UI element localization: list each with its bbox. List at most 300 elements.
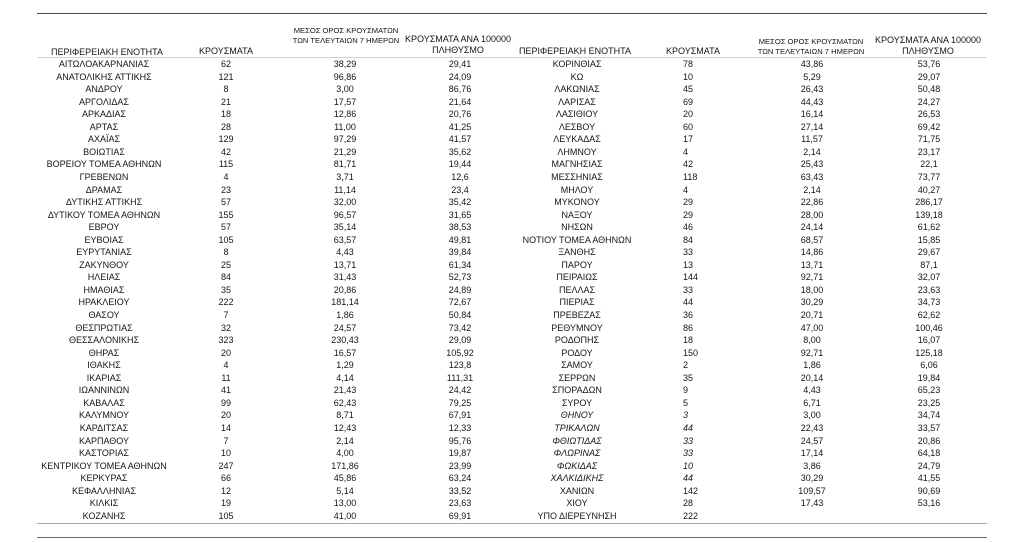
cases-cell: 4 [223, 360, 229, 371]
right-header-region: ΠΕΡΙΦΕΡΕΙΑΚΗ ΕΝΟΤΗΤΑ [518, 46, 632, 56]
table-row [0, 221, 1024, 234]
cases-cell: 20 [220, 410, 231, 421]
per100k-cell: 24,42 [448, 385, 472, 396]
per100k-cell: 29,41 [448, 59, 472, 69]
cases-cell: 44 [683, 473, 694, 484]
region-cell: ΧΑΝΙΩΝ [559, 485, 595, 496]
cases-cell: 150 [683, 347, 699, 358]
mean7-cell: 3,00 [336, 84, 354, 95]
per100k-cell: 139,18 [915, 209, 943, 220]
per100k-cell: 23,63 [917, 284, 941, 295]
right-header-cases: ΚΡΟΥΣΜΑΤΑ [666, 46, 720, 56]
cases-cell: 28 [683, 498, 694, 509]
cases-cell: 4 [223, 171, 229, 182]
right-table-body [0, 58, 1024, 523]
left-header-per100k-line2: ΠΛΗΘΥΣΜΟ [432, 45, 484, 55]
per100k-cell: 125,18 [915, 347, 943, 358]
per100k-cell: 41,55 [917, 473, 941, 484]
region-cell: ΠΑΡΟΥ [561, 259, 593, 270]
cases-cell: 21 [220, 96, 231, 107]
per100k-cell: 79,25 [448, 397, 472, 408]
cases-cell: 33 [683, 247, 694, 258]
cases-cell: 23 [220, 184, 231, 195]
mean7-cell: 38,29 [333, 59, 357, 69]
per100k-cell: 12,6 [451, 171, 469, 182]
cases-cell: 222 [218, 297, 234, 308]
per100k-cell: 41,57 [448, 134, 472, 145]
mean7-cell: 26,43 [800, 84, 824, 95]
per100k-cell: 90,69 [917, 485, 941, 496]
per100k-cell: 72,67 [448, 297, 472, 308]
region-cell: ΠΕΙΡΑΙΩΣ [556, 272, 598, 283]
per100k-cell: 19,44 [448, 159, 472, 170]
mean7-cell: 18,00 [800, 284, 824, 295]
cases-cell: 155 [218, 209, 234, 220]
region-cell: ΑΡΤΑΣ [89, 121, 119, 132]
cases-cell: 41 [220, 385, 231, 396]
mean7-cell: 2,14 [803, 184, 821, 195]
per100k-cell: 111,31 [446, 372, 474, 383]
mean7-cell: 4,43 [336, 247, 354, 258]
bottom-rule [37, 537, 987, 538]
mean7-cell: 45,86 [333, 473, 357, 484]
region-cell: ΔΥΤΙΚΟΥ ΤΟΜΕΑ ΑΘΗΝΩΝ [47, 209, 161, 220]
region-cell: ΚΕΦΑΛΛΗΝΙΑΣ [71, 485, 137, 496]
region-cell: ΛΑΣΙΘΙΟΥ [555, 109, 599, 120]
region-cell: ΛΕΥΚΑΔΑΣ [553, 134, 601, 145]
mean7-cell: 181,14 [331, 297, 359, 308]
per100k-cell: 52,73 [448, 272, 472, 283]
table-row [0, 133, 1024, 146]
table-row [0, 259, 1024, 272]
mean7-cell: 11,00 [334, 121, 356, 132]
per100k-cell: 29,67 [917, 247, 941, 258]
region-cell: ΚΑΣΤΟΡΙΑΣ [79, 448, 129, 459]
mean7-cell: 81,71 [333, 159, 357, 170]
region-cell: ΛΕΣΒΟΥ [558, 121, 596, 132]
per100k-cell: 6,06 [920, 360, 938, 371]
mean7-cell: 8,71 [336, 410, 354, 421]
region-cell: ΧΑΛΚΙΔΙΚΗΣ [550, 473, 604, 484]
mean7-cell: 2,14 [336, 435, 354, 446]
region-cell: ΠΡΕΒΕΖΑΣ [553, 310, 601, 320]
left-header-cases: ΚΡΟΥΣΜΑΤΑ [199, 46, 253, 56]
region-cell: ΘΗΡΑΣ [88, 347, 120, 358]
per100k-cell: 69,91 [448, 510, 472, 521]
cases-cell: 42 [683, 159, 694, 170]
per100k-cell: 41,25 [448, 121, 472, 132]
per100k-cell: 23,63 [448, 498, 472, 509]
mean7-cell: 4,14 [336, 372, 354, 383]
left-header-per100k-line1: ΚΡΟΥΣΜΑΤΑ ΑΝΑ 100000 [405, 34, 511, 44]
table-row [0, 372, 1024, 385]
cases-cell: 29 [683, 197, 694, 208]
per100k-cell: 23,99 [448, 460, 472, 471]
per100k-cell: 49,81 [448, 234, 472, 245]
region-cell: ΣΕΡΡΩΝ [558, 372, 596, 383]
cases-cell: 8 [223, 247, 229, 258]
region-cell: ΕΒΡΟΥ [88, 222, 120, 233]
table-row [0, 472, 1024, 485]
table-row [0, 435, 1024, 448]
region-cell: ΓΡΕΒΕΝΩΝ [79, 171, 129, 182]
mean7-cell [767, 510, 857, 523]
cases-cell: 66 [220, 473, 231, 484]
mean7-cell: 3,86 [803, 460, 821, 471]
per100k-cell: 69,42 [917, 121, 941, 132]
per100k-cell: 100,46 [915, 322, 943, 333]
region-cell: ΛΗΜΝΟΥ [557, 146, 597, 157]
cases-cell: 18 [220, 109, 231, 120]
cases-cell: 7 [223, 435, 229, 446]
cases-cell: 4 [683, 184, 689, 195]
mean7-cell: 96,86 [333, 71, 357, 82]
table-row [0, 108, 1024, 121]
mean7-cell: 63,43 [800, 171, 824, 182]
mean7-cell: 11,57 [801, 134, 823, 145]
region-cell: ΚΑΛΥΜΝΟΥ [78, 410, 130, 421]
region-cell: ΗΛΕΙΑΣ [87, 272, 121, 283]
region-cell: ΤΡΙΚΑΛΩΝ [554, 422, 600, 433]
region-cell: ΚΕΝΤΡΙΚΟΥ ΤΟΜΕΑ ΑΘΗΝΩΝ [41, 460, 167, 471]
cases-cell: 144 [683, 272, 699, 283]
cases-cell: 20 [220, 347, 231, 358]
per100k-cell: 123,8 [448, 360, 472, 371]
right-header-per100k-line2: ΠΛΗΘΥΣΜΟ [902, 46, 954, 56]
cases-cell: 8 [223, 84, 229, 95]
cases-cell: 19 [220, 498, 231, 509]
cases-cell: 28 [220, 121, 231, 132]
mean7-cell: 13,71 [333, 259, 357, 270]
region-cell: ΚΕΡΚΥΡΑΣ [80, 473, 128, 484]
per100k-cell: 24,79 [917, 460, 941, 471]
per100k-cell: 23,25 [917, 397, 941, 408]
cases-cell: 35 [683, 372, 694, 383]
region-cell: ΝΗΣΩΝ [561, 222, 593, 233]
per100k-cell: 39,84 [448, 247, 472, 258]
table-row [0, 271, 1024, 284]
right-header-per100k-line1: ΚΡΟΥΣΜΑΤΑ ΑΝΑ 100000 [875, 35, 981, 45]
per100k-cell: 15,85 [917, 234, 941, 245]
cases-cell: 33 [683, 284, 694, 295]
per100k-cell: 23,17 [917, 146, 941, 157]
cases-cell: 13 [683, 259, 694, 270]
cases-cell: 42 [220, 146, 231, 157]
left-header-mean7-line2: ΤΩΝ ΤΕΛΕΥΤΑΙΩΝ 7 ΗΜΕΡΩΝ [292, 36, 400, 45]
cases-cell: 115 [218, 159, 234, 170]
per100k-cell: 62,62 [917, 310, 941, 320]
region-cell: ΚΟΖΑΝΗΣ [82, 510, 126, 521]
per100k-cell: 23,4 [451, 184, 469, 195]
region-cell: ΒΟΙΩΤΙΑΣ [83, 146, 125, 157]
per100k-cell: 20,86 [917, 435, 941, 446]
mean7-cell: 5,14 [336, 485, 354, 496]
region-cell: ΜΥΚΟΝΟΥ [554, 197, 600, 208]
mean7-cell: 43,86 [800, 59, 824, 69]
mean7-cell: 27,14 [800, 121, 824, 132]
cases-cell: 84 [683, 234, 694, 245]
region-cell: ΦΩΚΙΔΑΣ [556, 460, 598, 471]
table-row [0, 309, 1024, 322]
cases-cell: 105 [218, 234, 234, 245]
per100k-cell: 35,42 [448, 197, 472, 208]
cases-cell: 57 [220, 197, 231, 208]
per100k-cell: 65,23 [917, 385, 941, 396]
mean7-cell: 25,43 [800, 159, 824, 170]
region-cell: ΙΩΑΝΝΙΝΩΝ [78, 385, 130, 396]
table-row [0, 234, 1024, 247]
region-cell: ΛΑΚΩΝΙΑΣ [554, 84, 600, 95]
mean7-cell: 4,00 [336, 448, 354, 459]
region-cell: ΚΟΡΙΝΘΙΑΣ [552, 59, 602, 69]
mean7-cell: 17,57 [333, 96, 357, 107]
cases-cell: 62 [220, 59, 231, 69]
table-row [0, 447, 1024, 460]
per100k-cell: 24,27 [917, 96, 941, 107]
region-cell: ΥΠΟ ΔΙΕΡΕΥΝΗΣΗ [537, 510, 617, 521]
table-row [0, 184, 1024, 197]
mean7-cell: 16,57 [333, 347, 357, 358]
table-row [0, 296, 1024, 309]
table-row [0, 284, 1024, 297]
cases-cell: 12 [220, 485, 231, 496]
cases-cell: 69 [683, 96, 694, 107]
cases-cell: 3 [683, 410, 689, 421]
region-cell: ΙΚΑΡΙΑΣ [86, 372, 122, 383]
region-cell: ΚΙΛΚΙΣ [89, 498, 119, 509]
mean7-cell: 21,29 [333, 146, 357, 157]
region-cell: ΞΑΝΘΗΣ [558, 247, 596, 258]
per100k-cell: 32,07 [917, 272, 941, 283]
mean7-cell: 96,57 [333, 209, 357, 220]
per100k-cell: 67,91 [448, 410, 472, 421]
per100k-cell: 29,07 [917, 71, 941, 82]
table-row [0, 209, 1024, 222]
per100k-cell: 87,1 [920, 259, 938, 270]
per100k-cell: 33,57 [917, 422, 941, 433]
mean7-cell: 30,29 [800, 473, 824, 484]
mean7-cell: 22,43 [800, 422, 824, 433]
cases-cell: 60 [683, 121, 694, 132]
mean7-cell: 47,00 [800, 322, 824, 333]
mean7-cell: 3,71 [336, 171, 354, 182]
cases-cell: 142 [683, 485, 699, 496]
per100k-cell: 20,76 [448, 109, 472, 120]
table-row [0, 422, 1024, 435]
per100k-cell: 73,42 [448, 322, 472, 333]
cases-cell: 78 [683, 59, 694, 69]
region-cell: ΦΛΩΡΙΝΑΣ [553, 448, 601, 459]
cases-cell: 20 [683, 109, 694, 120]
region-cell: ΘΑΣΟΥ [88, 310, 120, 320]
cases-cell: 9 [683, 385, 689, 396]
mean7-cell: 31,43 [333, 272, 357, 283]
region-cell: ΧΙΟΥ [566, 498, 588, 509]
region-cell: ΑΡΓΟΛΙΔΑΣ [79, 96, 129, 107]
per100k-cell: 24,09 [448, 71, 472, 82]
table-row [0, 58, 1024, 71]
cases-cell: 7 [223, 310, 229, 320]
mean7-cell: 20,71 [800, 310, 824, 320]
table-row [0, 246, 1024, 259]
cases-cell: 129 [218, 134, 234, 145]
mean7-cell: 171,86 [331, 460, 359, 471]
region-cell: ΑΡΚΑΔΙΑΣ [81, 109, 127, 120]
per100k-cell: 61,34 [448, 259, 472, 270]
per100k-cell: 22,1 [920, 159, 938, 170]
cases-cell: 99 [220, 397, 231, 408]
region-cell: ΑΧΑΪΑΣ [87, 134, 121, 145]
cases-cell: 44 [683, 422, 694, 433]
table-row [0, 510, 1024, 523]
mean7-cell: 13,71 [800, 259, 824, 270]
region-cell: ΒΟΡΕΙΟΥ ΤΟΜΕΑ ΑΘΗΝΩΝ [46, 159, 162, 170]
cases-cell: 29 [683, 209, 694, 220]
mean7-cell: 24,57 [800, 435, 824, 446]
mean7-cell: 62,43 [333, 397, 357, 408]
region-cell: ΖΑΚΥΝΘΟΥ [79, 259, 129, 270]
per100k-cell: 29,09 [448, 335, 472, 346]
region-cell: ΣΠΟΡΑΔΩΝ [552, 385, 602, 396]
per100k-cell [884, 510, 974, 523]
region-cell: ΡΟΔΟΥ [561, 347, 593, 358]
table-row [0, 146, 1024, 159]
mean7-cell: 92,71 [800, 272, 824, 283]
mean7-cell: 35,14 [333, 222, 357, 233]
cases-cell: 10 [683, 460, 694, 471]
cases-cell: 45 [683, 84, 694, 95]
cases-cell: 18 [683, 335, 694, 346]
table-row [0, 158, 1024, 171]
per100k-cell: 86,76 [448, 84, 472, 95]
cases-cell: 46 [683, 222, 694, 233]
mean7-cell: 20,86 [333, 284, 357, 295]
table-row [0, 171, 1024, 184]
cases-cell: 323 [218, 335, 234, 346]
table-row [0, 322, 1024, 335]
region-cell: ΑΙΤΩΛΟΑΚΑΡΝΑΝΙΑΣ [58, 59, 150, 69]
region-cell: ΗΜΑΘΙΑΣ [83, 284, 125, 295]
table-row [0, 71, 1024, 84]
region-cell: ΜΑΓΝΗΣΙΑΣ [551, 159, 603, 170]
mean7-cell: 63,57 [333, 234, 357, 245]
per100k-cell: 71,75 [917, 134, 941, 145]
region-cell: ΝΟΤΙΟΥ ΤΟΜΕΑ ΑΘΗΝΩΝ [522, 234, 632, 245]
cases-cell: 10 [220, 448, 231, 459]
table-row [0, 409, 1024, 422]
per100k-cell: 38,53 [448, 222, 472, 233]
mean7-cell: 3,00 [803, 410, 821, 421]
per100k-cell: 35,62 [448, 146, 472, 157]
region-cell: ΚΑΡΔΙΤΣΑΣ [79, 422, 129, 433]
region-cell: ΦΘΙΩΤΙΔΑΣ [552, 435, 602, 446]
region-cell: ΠΕΛΛΑΣ [558, 284, 596, 295]
per100k-cell: 53,16 [917, 498, 941, 509]
right-header-mean7-line1: ΜΕΣΟΣ ΟΡΟΣ ΚΡΟΥΣΜΑΤΩΝ [758, 37, 864, 46]
mean7-cell: 21,43 [333, 385, 357, 396]
per100k-cell: 34,73 [917, 297, 941, 308]
per100k-cell: 21,64 [448, 96, 472, 107]
per100k-cell: 34,74 [917, 410, 941, 421]
region-cell: ΘΗΝΟΥ [560, 410, 594, 421]
region-cell: ΕΥΒΟΙΑΣ [84, 234, 124, 245]
mean7-cell: 17,43 [800, 498, 824, 509]
region-cell: ΘΕΣΣΑΛΟΝΙΚΗΣ [68, 335, 140, 346]
region-cell: ΡΕΘΥΜΝΟΥ [551, 322, 603, 333]
per100k-cell: 105,92 [446, 347, 474, 358]
mean7-cell: 92,71 [800, 347, 824, 358]
left-header-mean7-line1: ΜΕΣΟΣ ΟΡΟΣ ΚΡΟΥΣΜΑΤΩΝ [293, 26, 399, 35]
mean7-cell: 13,00 [333, 498, 357, 509]
cases-cell: 32 [220, 322, 231, 333]
region-cell: ΘΕΣΠΡΩΤΙΑΣ [75, 322, 133, 333]
cases-cell: 84 [220, 272, 231, 283]
region-cell: ΗΡΑΚΛΕΙΟΥ [78, 297, 130, 308]
cases-cell: 247 [218, 460, 234, 471]
region-cell: ΡΟΔΟΠΗΣ [554, 335, 600, 346]
cases-cell: 17 [683, 134, 694, 145]
mean7-cell: 22,86 [800, 197, 824, 208]
cases-cell: 4 [683, 146, 689, 157]
cases-cell: 121 [218, 71, 234, 82]
region-cell: ΙΘΑΚΗΣ [87, 360, 121, 371]
region-cell: ΑΝΑΤΟΛΙΚΗΣ ΑΤΤΙΚΗΣ [56, 71, 152, 82]
region-cell: ΝΑΞΟΥ [561, 209, 593, 220]
mean7-cell: 1,86 [803, 360, 821, 371]
cases-cell: 33 [683, 448, 694, 459]
per100k-cell: 73,77 [917, 171, 941, 182]
table-row [0, 334, 1024, 347]
mean7-cell: 1,86 [336, 310, 354, 320]
per100k-cell: 12,33 [448, 422, 472, 433]
cases-cell: 86 [683, 322, 694, 333]
per100k-cell: 33,52 [448, 485, 472, 496]
mean7-cell: 44,43 [800, 96, 824, 107]
cases-cell: 2 [683, 360, 689, 371]
per100k-cell: 31,65 [448, 209, 472, 220]
cases-cell: 14 [220, 422, 231, 433]
mean7-cell: 5,29 [803, 71, 821, 82]
per100k-cell: 19,87 [448, 448, 472, 459]
region-cell: ΜΗΛΟΥ [560, 184, 594, 195]
region-cell: ΔΥΤΙΚΗΣ ΑΤΤΙΚΗΣ [65, 197, 143, 208]
region-cell: ΑΝΔΡΟΥ [85, 84, 123, 95]
per100k-cell: 50,84 [448, 310, 472, 320]
cases-cell: 10 [683, 71, 694, 82]
mean7-cell: 41,00 [333, 510, 357, 521]
mean7-cell: 17,14 [800, 448, 824, 459]
mean7-cell: 97,29 [333, 134, 357, 145]
region-cell: ΣΥΡΟΥ [561, 397, 593, 408]
table-row [0, 397, 1024, 410]
table-row [0, 196, 1024, 209]
per100k-cell: 50,48 [917, 84, 941, 95]
cases-cell: 105 [218, 510, 234, 521]
mean7-cell: 12,43 [333, 422, 357, 433]
mean7-cell: 30,29 [800, 297, 824, 308]
per100k-cell: 40,27 [917, 184, 941, 195]
mean7-cell: 12,86 [333, 109, 357, 120]
per100k-cell: 95,76 [448, 435, 472, 446]
per100k-cell: 53,76 [917, 59, 941, 69]
cases-cell: 57 [220, 222, 231, 233]
region-cell: ΠΙΕΡΙΑΣ [559, 297, 595, 308]
region-cell: ΜΕΣΣΗΝΙΑΣ [551, 171, 603, 182]
top-rule [37, 13, 987, 14]
mean7-cell: 28,00 [800, 209, 824, 220]
cases-cell: 36 [683, 310, 694, 320]
table-row [0, 460, 1024, 473]
